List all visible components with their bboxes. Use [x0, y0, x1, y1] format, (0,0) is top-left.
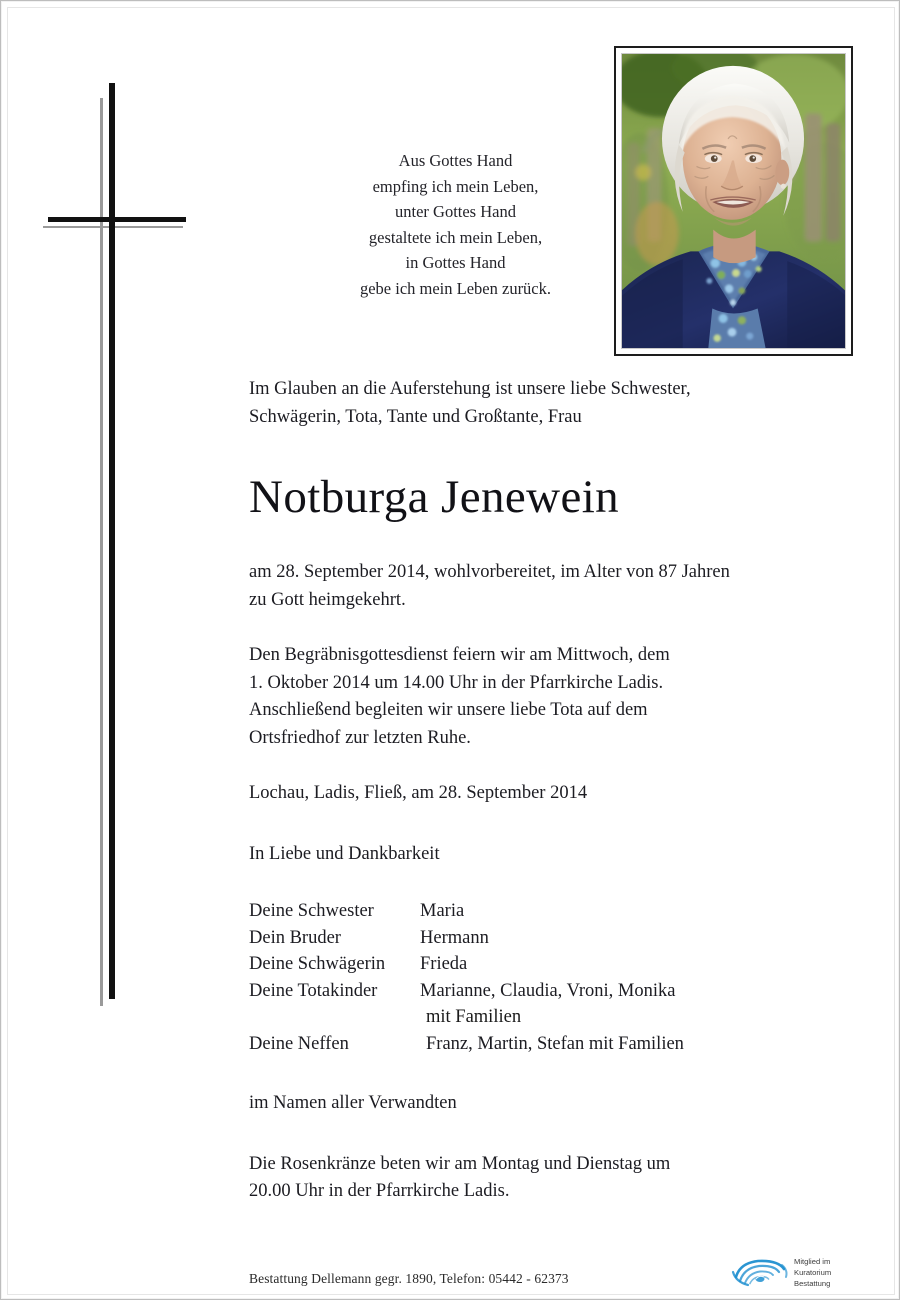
announcement-lead: [249, 376, 849, 431]
cross-horizontal-bar: [48, 217, 186, 222]
gratitude-line: In Liebe und Dankbarkeit: [249, 843, 440, 864]
service-line-4: Ortsfriedhof zur letzten Ruhe.: [249, 727, 471, 748]
lead-line-1: Im Glauben an die Auferstehung ist unsere liebe Schwester,: [249, 379, 691, 399]
card-page: [8, 8, 894, 1294]
memorial-verse: [308, 148, 603, 301]
family-relation-label: Deine Schwägerin: [249, 954, 386, 974]
family-member-name: Frieda: [420, 954, 468, 974]
family-member-name: Maria: [420, 901, 465, 921]
announcement-body: [249, 376, 849, 1206]
verse-line: gestaltete ich mein Leben,: [368, 227, 543, 247]
verse-line: gebe ich mein Leben zurück.: [359, 278, 552, 298]
verse-line: empfing ich mein Leben,: [372, 176, 539, 196]
service-line-1: Den Begräbnisgottesdienst feiern wir am Mittwoch, dem: [249, 645, 670, 665]
verse-line: in Gottes Hand: [405, 253, 506, 272]
service-line-3: Anschließend begleiten wir unsere liebe Tota auf dem: [249, 700, 648, 720]
cross-vertical-shadow: [100, 98, 103, 1006]
death-line-2: zu Gott heimgekehrt.: [249, 589, 406, 610]
family-member-name: Franz, Martin, Stefan mit Familien: [426, 1033, 684, 1054]
portrait-photo-mat: [621, 53, 846, 349]
verse-line: Aus Gottes Hand: [398, 151, 513, 170]
kuratorium-swirl-logo-icon: [730, 1255, 792, 1289]
family-member-name-continuation: mit Familien: [426, 1007, 522, 1027]
on-behalf-line: im Namen aller Verwandten: [249, 1093, 457, 1113]
family-relation-label: Deine Neffen: [249, 1033, 349, 1054]
logo-text-line-1: Mitglied im: [794, 1257, 831, 1266]
family-row: [249, 898, 849, 925]
family-row: [249, 978, 849, 1005]
kuratorium-logo-text: [794, 1256, 864, 1289]
rosary-line-2: 20.00 Uhr in der Pfarrkirche Ladis.: [249, 1181, 510, 1201]
rosary-details: [249, 1151, 849, 1206]
family-list: [249, 898, 849, 1057]
portrait-photo: [622, 54, 845, 348]
place-and-date: Lochau, Ladis, Fließ, am 28. September 2014: [249, 783, 588, 803]
verse-line: unter Gottes Hand: [395, 202, 516, 221]
logo-text-line-2: Kuratorium Bestattung: [794, 1268, 832, 1288]
lead-line-2: Schwägerin, Tota, Tante und Großtante, Frau: [249, 406, 582, 427]
family-relation-label: Deine Schwester: [249, 901, 374, 921]
family-member-name: Hermann: [420, 927, 489, 948]
service-details: [249, 642, 849, 752]
kuratorium-logo: [730, 1251, 860, 1293]
rosary-line-1: Die Rosenkränze beten wir am Montag und Dienstag um: [249, 1153, 671, 1174]
family-member-name: Marianne, Claudia, Vroni, Monika: [420, 980, 676, 1001]
deceased-name: Notburga Jenewein: [249, 471, 620, 523]
family-row: [249, 951, 849, 978]
family-row: [249, 925, 849, 952]
portrait-photo-frame: [614, 46, 853, 356]
death-notice: [249, 559, 849, 614]
undertaker-info: Bestattung Dellemann gegr. 1890, Telefon: 05442 - 62373: [249, 1271, 569, 1286]
family-relation-label: Dein Bruder: [249, 927, 341, 948]
family-row: [249, 1031, 849, 1058]
death-line-1: am 28. September 2014, wohlvorbereitet, im Alter von 87 Jahren: [249, 562, 730, 582]
service-line-2: 1. Oktober 2014 um 14.00 Uhr in der Pfarrkirche Ladis.: [249, 672, 664, 693]
christian-cross-icon: [8, 8, 238, 1028]
family-relation-label: Deine Totakinder: [249, 980, 378, 1001]
